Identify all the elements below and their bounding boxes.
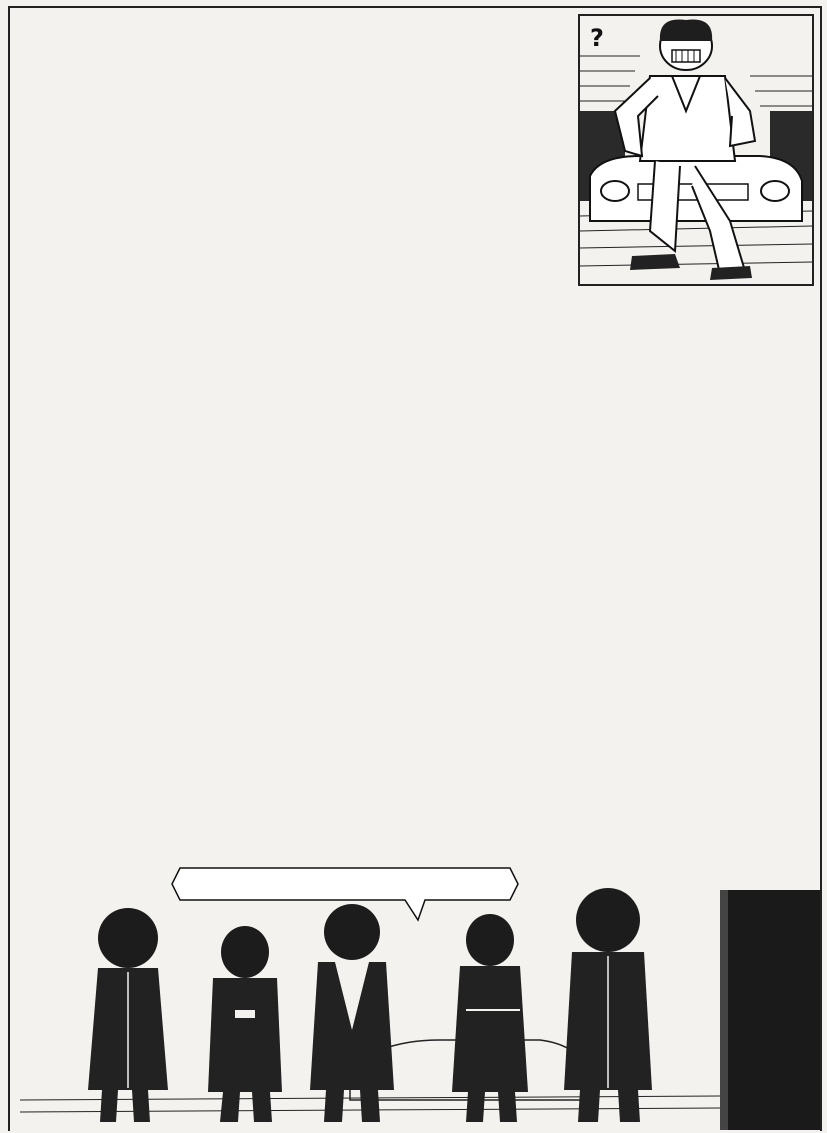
band-member-1	[88, 908, 168, 1122]
contact-block	[18, 583, 818, 639]
singer-illustration	[578, 14, 814, 286]
band-illustration	[20, 860, 820, 1130]
singer-drawing	[580, 16, 812, 284]
svg-text:?: ?	[590, 24, 604, 52]
band-drawing	[20, 860, 820, 1130]
band-member-5	[564, 888, 652, 1122]
